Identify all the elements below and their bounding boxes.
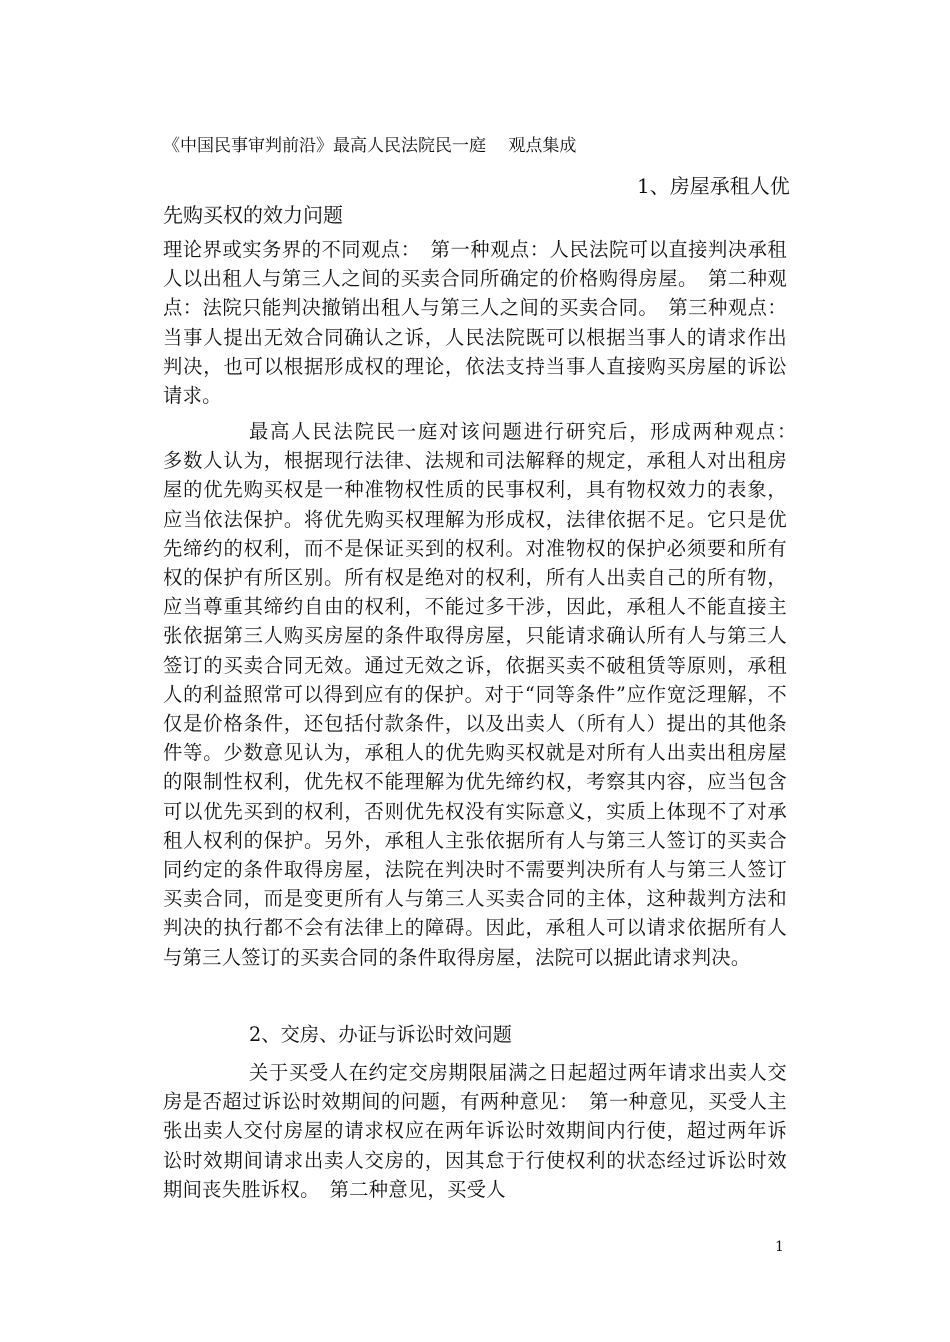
paragraph-limitation-period: 关于买受人在约定交房期限届满之日起超过两年请求出卖人交房是否超过诉讼时效期间的问题，有两种意见： 第一种意见，买受人主张出卖人交付房屋的请求权应在两年诉讼时效期间内行使，超过两年诉讼时效期间请求出卖人交房的，因其怠于行使权利的状态经过诉讼时效期间丧失胜诉权。 第二种意见，买受人 — [163, 1061, 787, 1201]
paragraph-court-opinion: 最高人民法院民一庭对该问题进行研究后，形成两种观点： 多数人认为，根据现行法律、法规和司法解释的规定，承租人对出租房屋的优先购买权是一种准物权性质的民事权利，具有物权效力的表象，应当依法保护。将优先购买权理解为形成权，法律依据不足。它只是优先缔约的权利，而不是保证买到的权利。对准物权的保护必须要和所有权的保护有所区别。所有权是绝对的权利，所有人出卖自己的所有物，应当尊重其缔约自由的权利，不能过多干涉，因此，承租人不能直接主张依据第三人购买房屋的条件取得房屋，只能请求确认所有人与第三人签订的买卖合同无效。通过无效之诉，依据买卖不破租赁等原则，承租人的利益照常可以得到应有的保护。对于“同等条件”应作宽泛理解，不仅是价格条件，还包括付款条件，以及出卖人（所有人）提出的其他条件等。少数意见认为，承租人的优先购买权就是对所有人出卖出租房屋的限制性权利，优先权不能理解为优先缔约权，考察其内容，应当包含可以优先买到的权利，否则优先权没有实际意义，实质上体现不了对承租人权利的保护。另外，承租人主张依据所有人与第三人签订的买卖合同约定的条件取得房屋，法院在判决时不需要判决所有人与第三人签订买卖合同，而是变更所有人与第三人买卖合同的主体，这种裁判方法和判决的执行都不会有法律上的障碍。因此，承租人可以请求依据所有人与第三人签订的买卖合同的条件取得房屋，法院可以据此请求判决。 — [163, 420, 807, 969]
document-header: 《中国民事审判前沿》最高人民法院民一庭 观点集成 — [163, 136, 577, 156]
section1-heading-end: 先购买权的效力问题 — [163, 203, 343, 227]
paragraph-differing-views: 理论界或实务界的不同观点： 第一种观点：人民法院可以直接判决承租人以出租人与第三人之间的买卖合同所确定的价格购得房屋。 第二种观点：法院只能判决撤销出租人与第三人之间的买卖合同。 第三种观点：当事人提出无效合同确认之诉，人民法院既可以根据当事人的请求作出判决，也可以根据形成权的理论，依法支持当事人直接购买房屋的诉讼请求。 — [163, 238, 787, 408]
section2-heading: 2、交房、办证与诉讼时效问题 — [249, 1023, 512, 1046]
section1-heading-start: 1、房屋承租人优 — [637, 174, 790, 198]
page-number: 1 — [775, 1239, 784, 1255]
